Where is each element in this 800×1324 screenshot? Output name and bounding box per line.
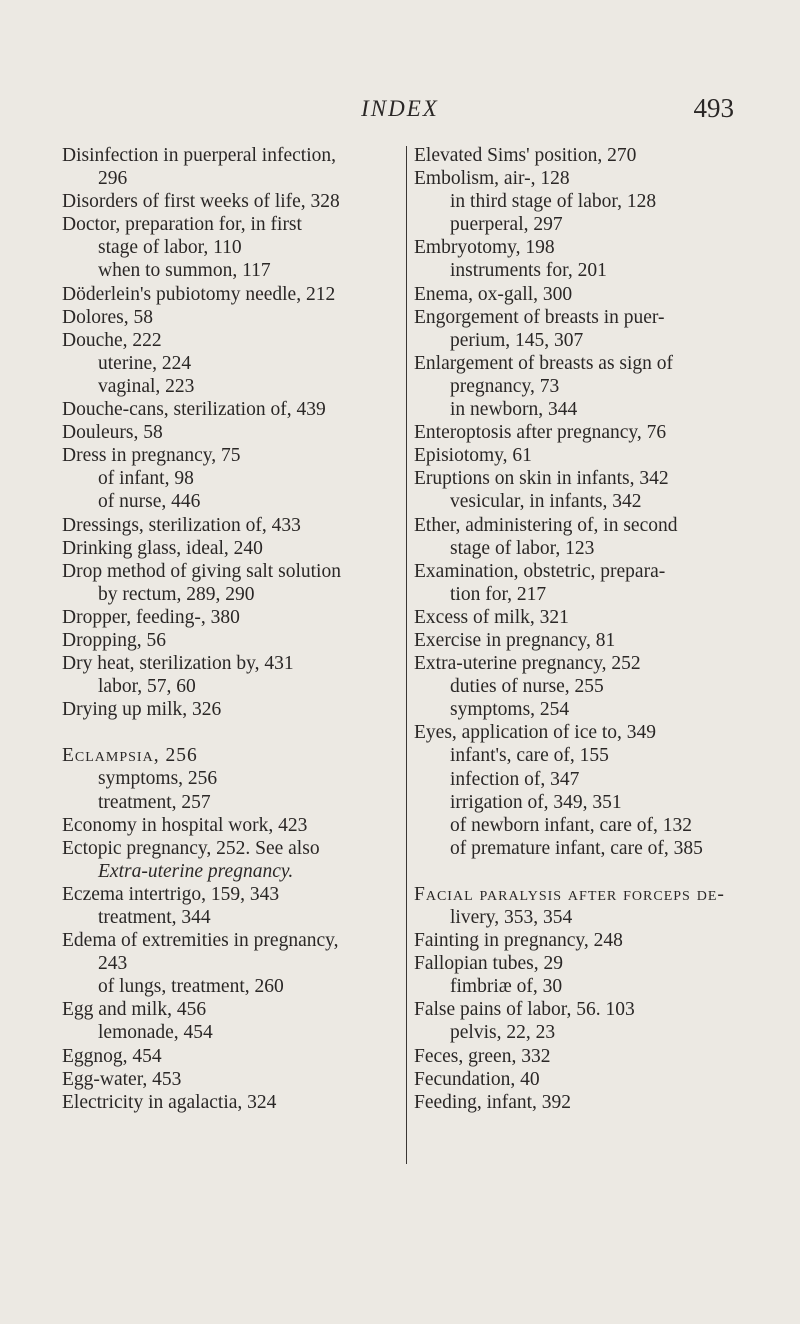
index-entry: Drying up milk, 326: [62, 699, 222, 721]
index-entry: Examination, obstetric, prepara-: [414, 560, 666, 582]
index-subentry: Extra-uterine pregnancy.: [98, 860, 294, 882]
index-entry: Enema, ox-gall, 300: [414, 283, 573, 305]
index-entry: Embolism, air-, 128: [414, 168, 570, 190]
index-subentry: lemonade, 454: [98, 1022, 213, 1044]
index-entry: Economy in hospital work, 423: [62, 814, 308, 836]
running-header-title: INDEX: [361, 96, 439, 121]
index-entry: Douleurs, 58: [62, 422, 163, 444]
index-entry: Doctor, preparation for, in first: [62, 214, 302, 236]
index-entry: Dolores, 58: [62, 306, 153, 328]
index-entry: Fecundation, 40: [414, 1068, 540, 1090]
index-subentry: livery, 353, 354: [450, 907, 573, 928]
index-subentry: 296: [98, 168, 128, 190]
index-entry: Electricity in agalactia, 324: [62, 1091, 277, 1113]
index-entry: Dropping, 56: [62, 629, 166, 651]
index-entry: Dropper, feeding-, 380: [62, 606, 240, 628]
index-subentry: instruments for, 201: [450, 260, 607, 282]
index-subentry: labor, 57, 60: [98, 676, 196, 698]
index-entry: Döderlein's pubiotomy needle, 212: [62, 283, 336, 305]
index-subentry: of lungs, treatment, 260: [98, 976, 284, 998]
index-subentry: infection of, 347: [450, 768, 580, 790]
index-entry: Edema of extremities in pregnancy,: [62, 930, 339, 952]
index-entry: Excess of milk, 321: [414, 606, 569, 628]
index-subentry: infant's, care of, 155: [450, 745, 609, 767]
index-subentry: symptoms, 254: [450, 699, 570, 721]
index-subentry: vesicular, in infants, 342: [450, 491, 642, 513]
index-entry: Disinfection in puerperal infection,: [62, 145, 336, 166]
index-subentry: duties of nurse, 255: [450, 676, 604, 698]
page-number: 493: [693, 93, 734, 123]
index-subentry: of newborn infant, care of, 132: [450, 814, 693, 836]
index-subentry: stage of labor, 123: [450, 537, 595, 559]
index-entry: Eruptions on skin in infants, 342: [414, 468, 669, 490]
index-subentry: tion for, 217: [450, 583, 547, 605]
index-column-left: [62, 144, 400, 1114]
letter-gap: [62, 721, 400, 744]
index-subentry: irrigation of, 349, 351: [450, 791, 622, 813]
index-entry: Enlargement of breasts as sign of: [414, 352, 674, 374]
index-subentry: 243: [98, 953, 128, 975]
index-entry: Douche, 222: [62, 329, 162, 351]
index-entry: Embryotomy, 198: [414, 237, 555, 259]
index-subentry: of nurse, 446: [98, 491, 201, 513]
index-subentry: vaginal, 223: [98, 375, 195, 397]
index-subentry: of infant, 98: [98, 468, 194, 490]
column-divider: [406, 146, 407, 1164]
index-entry: Drinking glass, ideal, 240: [62, 537, 263, 559]
index-subentry: of premature infant, care of, 385: [450, 837, 703, 859]
index-subentry: treatment, 344: [98, 907, 211, 928]
index-subentry: by rectum, 289, 290: [98, 583, 255, 605]
index-subentry: in newborn, 344: [450, 399, 578, 421]
index-entry: Engorgement of breasts in puer-: [414, 306, 665, 328]
index-entry: Drop method of giving salt solution: [62, 560, 341, 582]
index-entry: Dry heat, sterilization by, 431: [62, 653, 294, 675]
index-subentry: stage of labor, 110: [98, 237, 242, 259]
index-entry: Eggnog, 454: [62, 1045, 162, 1067]
index-entry: Dressings, sterilization of, 433: [62, 514, 301, 536]
index-entry: Eczema intertrigo, 159, 343: [62, 883, 280, 905]
index-entry: Egg and milk, 456: [62, 999, 207, 1021]
index-entry: Fallopian tubes, 29: [414, 953, 563, 975]
index-entry: Exercise in pregnancy, 81: [414, 629, 616, 651]
index-subentry: perium, 145, 307: [450, 329, 584, 351]
index-entry: Eclampsia, 256: [62, 745, 198, 767]
index-subentry: pregnancy, 73: [450, 375, 560, 397]
index-entry: Dress in pregnancy, 75: [62, 445, 241, 467]
index-entry: Enteroptosis after pregnancy, 76: [414, 422, 667, 444]
index-entry: Eyes, application of ice to, 349: [414, 722, 657, 744]
index-entry: Egg-water, 453: [62, 1068, 182, 1090]
index-entry: Facial paralysis after forceps de-: [414, 883, 725, 905]
index-entry: Elevated Sims' position, 270: [414, 145, 637, 166]
index-subentry: treatment, 257: [98, 791, 211, 813]
index-subentry: when to summon, 117: [98, 260, 271, 282]
index-entry: Ether, administering of, in second: [414, 514, 678, 536]
index-column-right: [414, 144, 754, 1114]
index-subentry: uterine, 224: [98, 352, 192, 374]
index-subentry: in third stage of labor, 128: [450, 191, 657, 213]
index-subentry: symptoms, 256: [98, 768, 218, 790]
index-entry: Episiotomy, 61: [414, 445, 532, 467]
index-entry: Feces, green, 332: [414, 1045, 551, 1067]
index-subentry: fimbriæ of, 30: [450, 976, 563, 998]
index-entry: Extra-uterine pregnancy, 252: [414, 653, 641, 675]
index-subentry: pelvis, 22, 23: [450, 1022, 556, 1044]
index-entry: Feeding, infant, 392: [414, 1091, 572, 1113]
index-subentry: puerperal, 297: [450, 214, 563, 236]
index-entry: Fainting in pregnancy, 248: [414, 930, 623, 952]
letter-gap: [414, 860, 754, 883]
index-entry: Disorders of first weeks of life, 328: [62, 191, 340, 213]
index-entry: Ectopic pregnancy, 252. See also: [62, 837, 320, 859]
index-entry: False pains of labor, 56. 103: [414, 999, 635, 1021]
index-entry: Douche-cans, sterilization of, 439: [62, 399, 326, 421]
